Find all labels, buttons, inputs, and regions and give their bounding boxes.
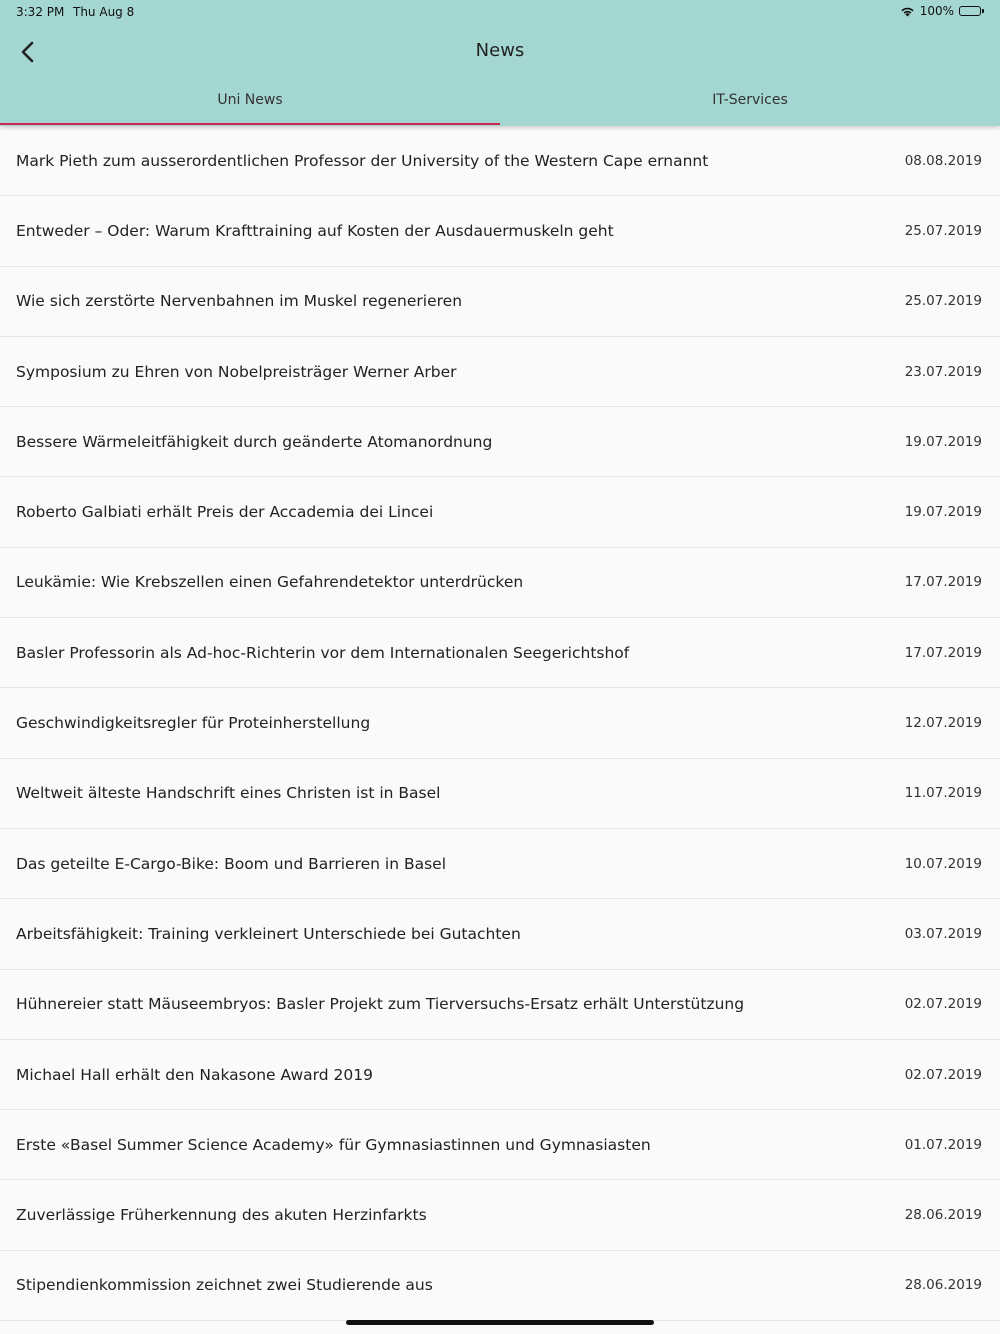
news-list-item[interactable] (0, 618, 1000, 688)
news-date: 25.07.2019 (904, 222, 982, 239)
news-date: 02.07.2019 (904, 996, 982, 1013)
news-list-item[interactable] (0, 688, 1000, 758)
news-title: Zuverlässige Früherkennung des akuten Herzinfarkts (16, 1206, 427, 1225)
news-date: 12.07.2019 (904, 715, 982, 732)
news-date: 25.07.2019 (904, 293, 982, 310)
news-title: Das geteilte E-Cargo-Bike: Boom und Barrieren in Basel (16, 854, 446, 873)
news-list-item[interactable] (0, 1180, 1000, 1250)
news-date: 28.06.2019 (904, 1277, 982, 1294)
news-list-item[interactable] (0, 407, 1000, 477)
news-title: Wie sich zerstörte Nervenbahnen im Muskel regenerieren (16, 292, 463, 311)
news-list-item[interactable] (0, 477, 1000, 547)
news-list[interactable] (0, 126, 1000, 1334)
news-date: 28.06.2019 (904, 1207, 982, 1224)
news-title: Stipendienkommission zeichnet zwei Studierende aus (16, 1276, 433, 1295)
news-list-item[interactable] (0, 829, 1000, 899)
news-title: Leukämie: Wie Krebszellen einen Gefahrendetektor unterdrücken (16, 573, 524, 592)
news-title: Basler Professorin als Ad-hoc-Richterin vor dem Internationalen Seegerichtshof (16, 643, 630, 662)
battery-icon (959, 6, 984, 16)
home-indicator (346, 1320, 654, 1325)
status-indicators (900, 4, 984, 18)
active-tab-indicator (0, 123, 500, 125)
news-date: 02.07.2019 (904, 1066, 982, 1083)
battery-percent: 100% (919, 4, 954, 18)
news-title: Roberto Galbiati erhält Preis der Accademia dei Lincei (16, 503, 434, 522)
news-date: 01.07.2019 (904, 1136, 982, 1153)
news-title: Geschwindigkeitsregler für Proteinherstellung (16, 714, 371, 733)
wifi-icon (900, 6, 915, 17)
news-title: Symposium zu Ehren von Nobelpreisträger Werner Arber (16, 362, 457, 381)
news-title: Mark Pieth zum ausserordentlichen Professor der University of the Western Cape ernannt (16, 151, 709, 170)
tab-uni-news[interactable] (0, 78, 500, 126)
app-header (0, 0, 1000, 126)
news-date: 17.07.2019 (904, 574, 982, 591)
tab-bar (0, 78, 1000, 126)
news-date: 11.07.2019 (904, 785, 982, 802)
news-list-item[interactable] (0, 1110, 1000, 1180)
status-bar (0, 0, 1000, 24)
news-list-item[interactable] (0, 1251, 1000, 1321)
page-title: News (475, 40, 525, 61)
status-time: 3:32 PM (16, 5, 65, 19)
news-list-item[interactable] (0, 267, 1000, 337)
news-list-item[interactable] (0, 548, 1000, 618)
tab-label: IT-Services (712, 92, 788, 108)
news-date: 10.07.2019 (904, 855, 982, 872)
news-title: Michael Hall erhält den Nakasone Award 2019 (16, 1065, 373, 1084)
news-date: 19.07.2019 (904, 433, 982, 450)
news-title: Erste «Basel Summer Science Academy» für Gymnasiastinnen und Gymnasiasten (16, 1135, 651, 1154)
news-date: 17.07.2019 (904, 644, 982, 661)
news-date: 19.07.2019 (904, 504, 982, 521)
news-list-item[interactable] (0, 337, 1000, 407)
news-list-item[interactable] (0, 970, 1000, 1040)
news-date: 23.07.2019 (904, 363, 982, 380)
news-title: Entweder – Oder: Warum Krafttraining auf Kosten der Ausdauermuskeln geht (16, 221, 614, 240)
news-date: 08.08.2019 (904, 152, 982, 169)
news-title: Weltweit älteste Handschrift eines Christen ist in Basel (16, 784, 441, 803)
news-list-item[interactable] (0, 196, 1000, 266)
tab-label: Uni News (217, 92, 283, 108)
news-list-item[interactable] (0, 1040, 1000, 1110)
news-title: Bessere Wärmeleitfähigkeit durch geänderte Atomanordnung (16, 432, 493, 451)
news-list-item[interactable] (0, 759, 1000, 829)
news-list-item[interactable] (0, 126, 1000, 196)
news-title: Arbeitsfähigkeit: Training verkleinert Unterschiede bei Gutachten (16, 924, 521, 943)
tab-it-services[interactable] (500, 78, 1000, 126)
news-date: 03.07.2019 (904, 925, 982, 942)
status-date: Thu Aug 8 (73, 5, 135, 19)
news-title: Hühnereier statt Mäuseembryos: Basler Projekt zum Tierversuchs-Ersatz erhält Unterstützung (16, 995, 745, 1014)
news-list-item[interactable] (0, 899, 1000, 969)
